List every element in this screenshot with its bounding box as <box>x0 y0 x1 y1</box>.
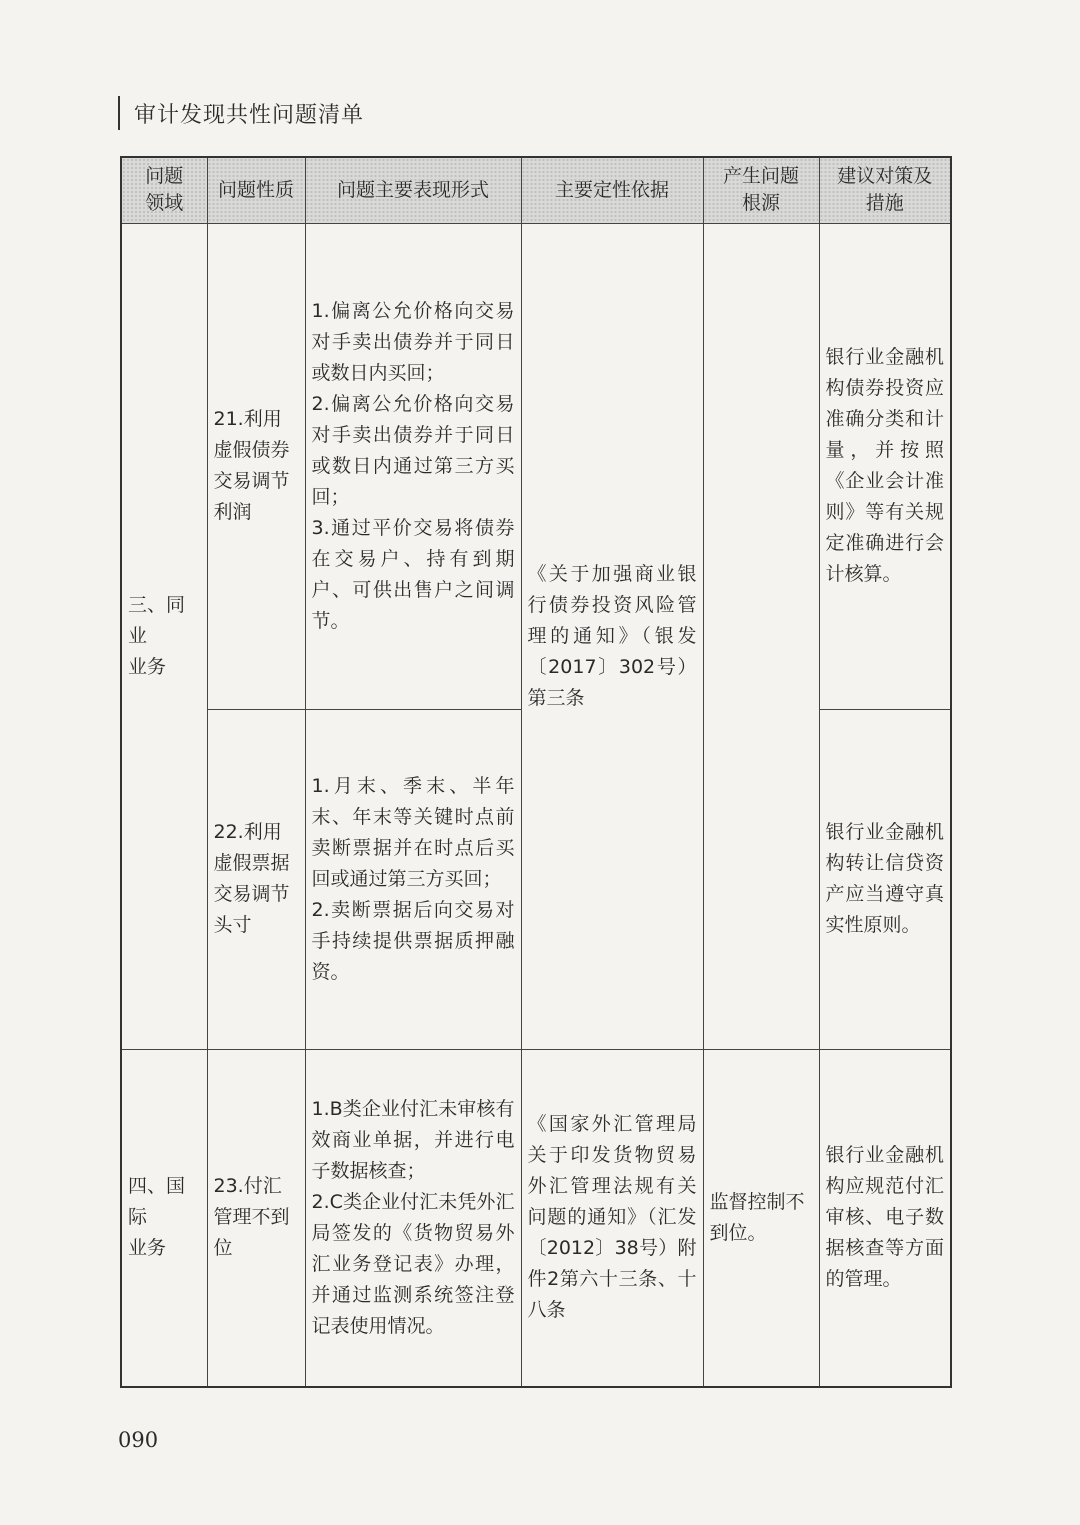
legal-basis-interbank: 《关于加强商业银行债券投资风险管理的通知》（银发〔2017〕302号）第三条 <box>521 223 703 1049</box>
header-legal-basis: 主要定性依据 <box>521 157 703 223</box>
header-issue-forms: 问题主要表现形式 <box>305 157 521 223</box>
recommendation-22: 银行业金融机构转让信贷资产应当遵守真实性原则。 <box>819 709 951 1049</box>
header-issue-nature: 问题性质 <box>207 157 305 223</box>
page-number: 090 <box>118 1428 159 1452</box>
table-row <box>121 223 951 709</box>
issue-forms-22: 1.月末、季末、半年末、年末等关键时点前卖断票据并在时点后买回或通过第三方买回； 2.卖断票据后向交易对手持续提供票据质押融资。 <box>305 709 521 1049</box>
issue-nature-21: 21.利用虚假债券交易调节利润 <box>207 223 305 709</box>
page-title: 审计发现共性问题清单 <box>134 102 365 128</box>
table-row <box>121 1049 951 1387</box>
header-divider <box>118 96 120 130</box>
page-header <box>118 96 364 130</box>
root-cause-international: 监督控制不到位。 <box>703 1049 819 1387</box>
issue-area-international: 四、国际 业务 <box>121 1049 207 1387</box>
recommendation-21: 银行业金融机构债券投资应准确分类和计量，并按照《企业会计准则》等有关规定准确进行会计核算。 <box>819 223 951 709</box>
header-recommendations: 建议对策及 措施 <box>819 157 951 223</box>
audit-issues-table <box>120 156 952 1388</box>
table-header-row <box>121 157 951 223</box>
issue-nature-22: 22.利用虚假票据交易调节头寸 <box>207 709 305 1049</box>
issue-forms-21: 1.偏离公允价格向交易对手卖出债券并于同日或数日内买回； 2.偏离公允价格向交易对手卖出债券并于同日或数日内通过第三方买回； 3.通过平价交易将债券在交易户、持有到期户、可供出售户之间调节。 <box>305 223 521 709</box>
issue-forms-23: 1.B类企业付汇未审核有效商业单据，并进行电子数据核查； 2.C类企业付汇未凭外汇局签发的《货物贸易外汇业务登记表》办理，并通过监测系统签注登记表使用情况。 <box>305 1049 521 1387</box>
issue-nature-23: 23.付汇管理不到位 <box>207 1049 305 1387</box>
issue-area-interbank: 三、同业 业务 <box>121 223 207 1049</box>
header-root-cause: 产生问题 根源 <box>703 157 819 223</box>
header-issue-area: 问题 领域 <box>121 157 207 223</box>
legal-basis-international: 《国家外汇管理局关于印发货物贸易外汇管理法规有关问题的通知》（汇发〔2012〕38号）附件2第六十三条、十八条 <box>521 1049 703 1387</box>
recommendation-23: 银行业金融机构应规范付汇审核、电子数据核查等方面的管理。 <box>819 1049 951 1387</box>
root-cause-interbank <box>703 223 819 1049</box>
